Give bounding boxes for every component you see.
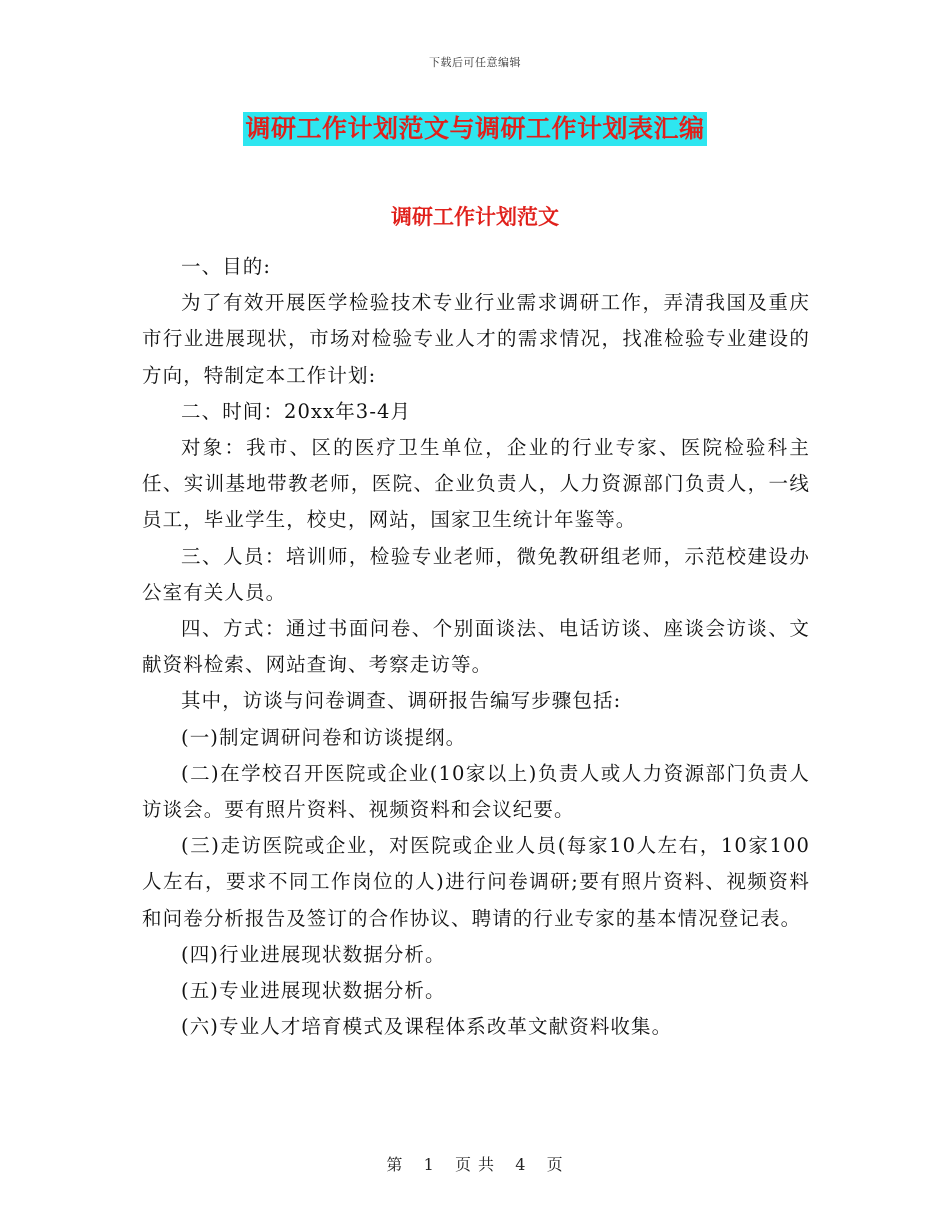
paragraph: 四、方式：通过书面问卷、个别面谈法、电话访谈、座谈会访谈、文献资料检索、网站查询、考察走访等。 xyxy=(142,617,810,677)
footer-prefix: 第 xyxy=(386,1155,404,1174)
page-number: 1 xyxy=(423,1155,435,1174)
paragraph: 对象：我市、区的医疗卫生单位，企业的行业专家、医院检验科主任、实训基地带教老师，医院、企业负责人，人力资源部门负责人，一线员工，毕业学生，校史，网站，国家卫生统计年鉴等。 xyxy=(142,436,810,532)
footer-suffix: 页 xyxy=(546,1155,564,1174)
document-body xyxy=(142,249,810,1045)
paragraph: 一、目的: xyxy=(181,255,272,278)
section-title: 调研工作计划范文 xyxy=(391,204,559,229)
footer-middle: 页 共 xyxy=(454,1155,496,1174)
main-title-container xyxy=(0,112,950,146)
paragraph: 二、时间：20xx年3-4月 xyxy=(181,399,412,423)
paragraph: (六)专业人才培育模式及课程体系改革文献资料收集。 xyxy=(181,1015,673,1039)
page-footer xyxy=(0,1152,950,1175)
paragraph: (五)专业进展现状数据分析。 xyxy=(181,979,446,1003)
paragraph: 为了有效开展医学检验技术专业行业需求调研工作，弄清我国及重庆市行业进展现状，市场对检验专业人才的需求情况，找准检验专业建设的方向，特制定本工作计划: xyxy=(142,291,810,387)
paragraph: 三、人员：培训师，检验专业老师，微免教研组老师，示范校建设办公室有关人员。 xyxy=(142,544,810,604)
paragraph: (一)制定调研问卷和访谈提纲。 xyxy=(181,725,467,749)
paragraph: (四)行业进展现状数据分析。 xyxy=(181,942,446,966)
paragraph: (二)在学校召开医院或企业(10家以上)负责人或人力资源部门负责人访谈会。要有照片资料、视频资料和会议纪要。 xyxy=(142,761,810,822)
paragraph: 其中，访谈与问卷调查、调研报告编写步骤包括: xyxy=(181,689,622,713)
document-title: 调研工作计划范文与调研工作计划表汇编 xyxy=(243,112,706,146)
paragraph: (三)走访医院或企业，对医院或企业人员(每家10人左右，10家100人左右，要求不同工作岗位的人)进行问卷调研;要有照片资料、视频资料和问卷分析报告及签订的合作协议、聘请的行业专家的基本情况登记表。 xyxy=(142,834,810,930)
page-header-note: 下载后可任意编辑 xyxy=(429,56,521,69)
total-pages: 4 xyxy=(515,1155,527,1174)
